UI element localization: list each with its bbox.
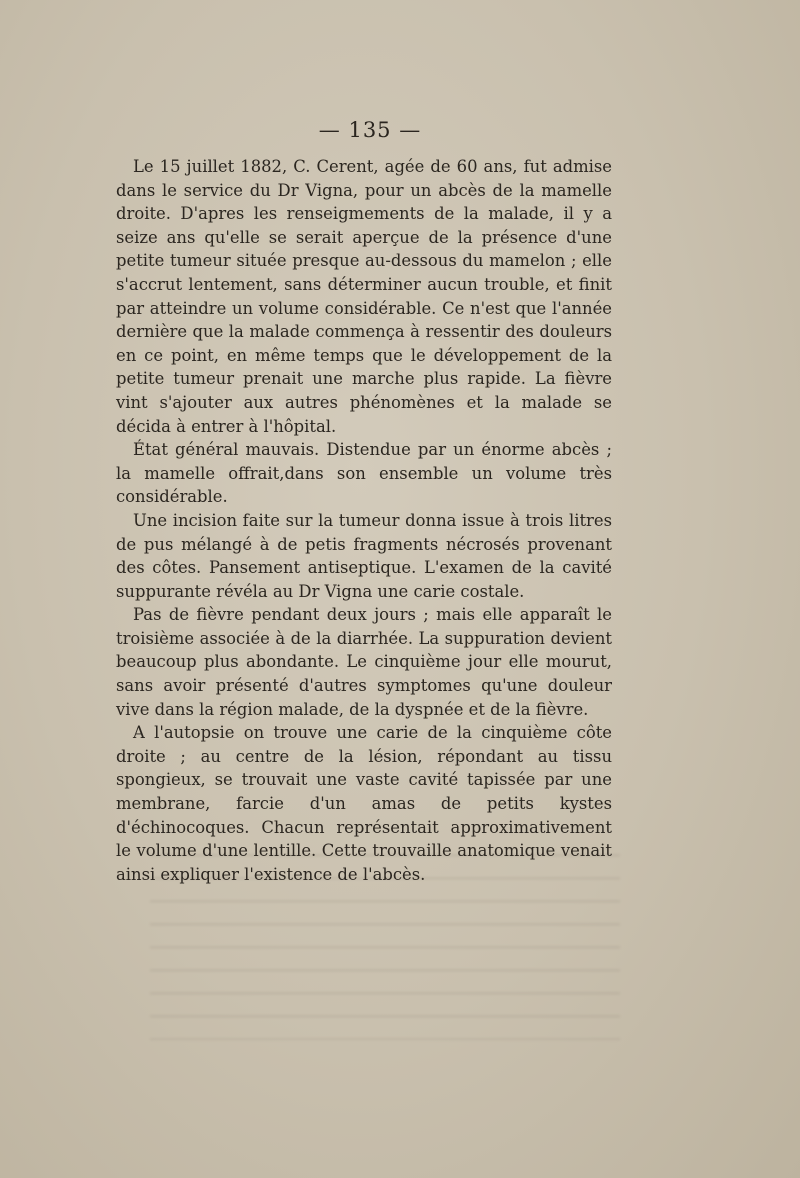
paragraph-incision: Une incision faite sur la tumeur donna issue à trois litres de pus mélangé à de petis fragments nécrosés provenant des côtes. Pansement antiseptique. L'examen de la cavité suppurante révéla au Dr Vigna une carie costale.: [116, 510, 612, 601]
paragraph-fever: Pas de fièvre pendant deux jours ; mais elle apparaît le troisième associée à de la diarrhée. La suppuration devient beaucoup plus abondante. Le cinquième jour elle mourut, sans avoir présenté d'autres symptomes qu'une douleur vive dans la région malade, de la dyspnée et de la fièvre.: [116, 605, 612, 719]
paragraph-general-state: État général mauvais. Distendue par un énorme abcès ; la mamelle offrait,dans son ensemble un volume très considérable.: [116, 440, 612, 507]
paragraph-case-history: Le 15 juillet 1882, C. Cerent, agée de 60 ans, fut admise dans le service du Dr Vigna, pour un abcès de la mamelle droite. D'apres les renseigmements de la malade, il y a seize ans qu'elle se serait aperçue de la présence d'une petite tumeur située presque au-dessous du mamelon ; elle s'accrut lentement, sans déterminer aucun trouble, et finit par atteindre un volume considérable. Ce n'est que l'année dernière que la malade commença à ressentir des douleurs en ce point, en même temps que le développement de la petite tumeur prenait une marche plus rapide. La fièvre vint s'ajouter aux autres phénomènes et la malade se décida à entrer à l'hôpital.: [116, 157, 612, 436]
page-number: — 135 —: [318, 118, 422, 142]
body-text: [116, 155, 612, 886]
paragraph-autopsy: A l'autopsie on trouve une carie de la cinquième côte droite ; au centre de la lésion, répondant au tissu spongieux, se trouvait une vaste cavité tapissée par une membrane, farcie d'un amas de petits kystes d'échinocoques. Chacun représentait approximativement le volume d'une lentille. Cette trouvaille anatomique venait ainsi expliquer l'existence de l'abcès.: [116, 723, 612, 884]
